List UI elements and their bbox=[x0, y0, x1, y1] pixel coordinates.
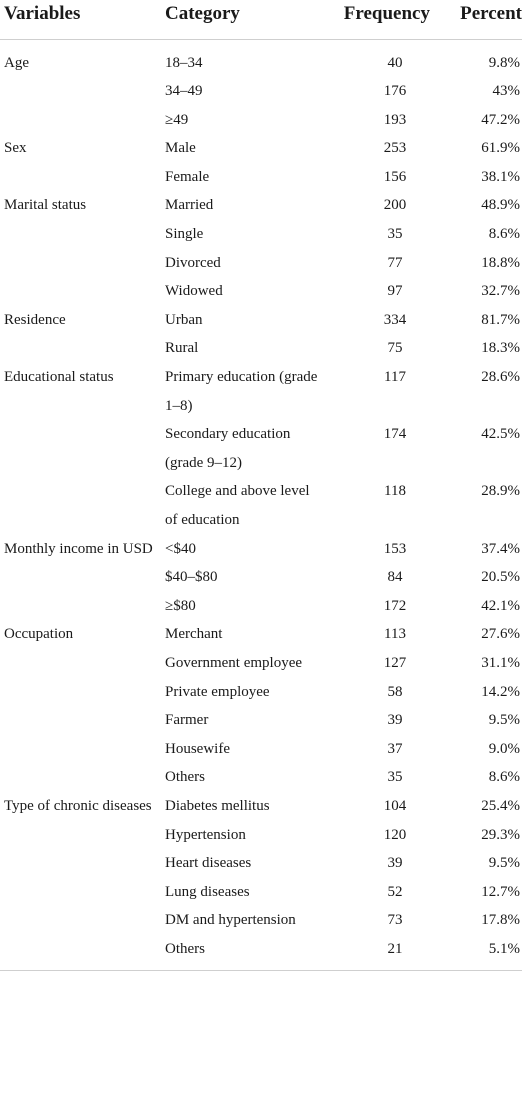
cell-frequency: 39 bbox=[387, 712, 403, 729]
cell-category: Rural bbox=[165, 340, 199, 357]
cell-variable: Occupation bbox=[4, 626, 74, 643]
cell-percent: 12.7% bbox=[481, 883, 520, 900]
cell-percent: 14.2% bbox=[481, 683, 520, 700]
cell-category: Divorced bbox=[165, 254, 221, 271]
cell-variable: Residence bbox=[4, 311, 66, 328]
cell-percent: 43% bbox=[492, 83, 520, 100]
cell-variable bbox=[0, 678, 162, 707]
cell-category: Heart diseases bbox=[165, 855, 252, 872]
table-row bbox=[0, 592, 522, 621]
cell-frequency: 75 bbox=[387, 340, 403, 357]
cell-percent: 25.4% bbox=[481, 797, 520, 814]
table-row bbox=[0, 535, 522, 564]
cell-variable: Type of chronic diseases bbox=[4, 797, 152, 814]
cell-frequency: 172 bbox=[383, 597, 407, 614]
table-row bbox=[0, 620, 522, 649]
cell-percent: 9.5% bbox=[488, 712, 520, 729]
cell-frequency: 334 bbox=[383, 311, 407, 328]
cell-percent: 9.0% bbox=[488, 740, 520, 757]
cell-variable bbox=[0, 249, 162, 278]
table-row bbox=[0, 77, 522, 106]
cell-category: Government employee bbox=[165, 654, 303, 671]
cell-frequency: 113 bbox=[384, 626, 406, 643]
table-row bbox=[0, 306, 522, 335]
cell-variable bbox=[0, 649, 162, 678]
cell-category: ≥49 bbox=[165, 111, 189, 128]
cell-variable bbox=[0, 735, 162, 764]
cell-category: Female bbox=[165, 168, 210, 185]
cell-percent: 28.6% bbox=[481, 369, 520, 386]
cell-variable bbox=[0, 420, 162, 477]
cell-percent: 29.3% bbox=[481, 826, 520, 843]
cell-frequency: 52 bbox=[387, 883, 403, 900]
cell-category: ≥$80 bbox=[165, 597, 196, 614]
cell-variable: Educational status bbox=[4, 369, 114, 386]
table-row bbox=[0, 106, 522, 135]
cell-percent: 8.6% bbox=[488, 769, 520, 786]
cell-category: Farmer bbox=[165, 712, 209, 729]
cell-variable bbox=[0, 763, 162, 792]
cell-frequency: 58 bbox=[387, 683, 403, 700]
cell-frequency: 193 bbox=[383, 111, 407, 128]
cell-percent: 37.4% bbox=[481, 540, 520, 557]
table-row bbox=[0, 649, 522, 678]
cell-percent: 18.3% bbox=[481, 340, 520, 357]
table-row bbox=[0, 678, 522, 707]
cell-category: 18–34 bbox=[165, 54, 203, 71]
cell-percent: 17.8% bbox=[481, 912, 520, 929]
cell-category: Hypertension bbox=[165, 826, 246, 843]
cell-percent: 18.8% bbox=[481, 254, 520, 271]
cell-frequency: 104 bbox=[383, 797, 407, 814]
cell-frequency: 21 bbox=[387, 940, 403, 957]
cell-percent: 31.1% bbox=[481, 654, 520, 671]
cell-variable bbox=[0, 878, 162, 907]
cell-percent: 81.7% bbox=[481, 311, 520, 328]
cell-variable bbox=[0, 849, 162, 878]
table-row bbox=[0, 792, 522, 821]
table-footer-rule bbox=[0, 970, 522, 972]
cell-variable: Monthly income in USD bbox=[4, 540, 153, 557]
cell-category: Male bbox=[165, 140, 196, 157]
cell-frequency: 253 bbox=[383, 140, 407, 157]
cell-frequency: 77 bbox=[387, 254, 403, 271]
cell-category: <$40 bbox=[165, 540, 196, 557]
table-body bbox=[0, 39, 522, 970]
table-header bbox=[0, 0, 522, 39]
header-percent: Percent bbox=[434, 0, 522, 39]
cell-category: 34–49 bbox=[165, 83, 203, 100]
cell-frequency: 84 bbox=[387, 569, 403, 586]
cell-variable bbox=[0, 334, 162, 363]
table-row bbox=[0, 249, 522, 278]
header-frequency: Frequency bbox=[324, 0, 434, 39]
cell-frequency: 174 bbox=[383, 426, 407, 443]
table-row bbox=[0, 39, 522, 77]
cell-variable bbox=[0, 277, 162, 306]
cell-percent: 5.1% bbox=[488, 940, 520, 957]
cell-variable bbox=[0, 477, 162, 534]
table-row bbox=[0, 821, 522, 850]
table-row bbox=[0, 163, 522, 192]
cell-variable bbox=[0, 563, 162, 592]
cell-percent: 48.9% bbox=[481, 197, 520, 214]
cell-percent: 20.5% bbox=[481, 569, 520, 586]
cell-category: College and above level of education bbox=[165, 483, 310, 528]
cell-category: $40–$80 bbox=[165, 569, 218, 586]
cell-frequency: 127 bbox=[383, 654, 407, 671]
cell-variable bbox=[0, 906, 162, 935]
table-row bbox=[0, 935, 522, 970]
cell-percent: 27.6% bbox=[481, 626, 520, 643]
table-row bbox=[0, 849, 522, 878]
cell-category: Secondary education (grade 9–12) bbox=[165, 426, 291, 471]
table-row bbox=[0, 563, 522, 592]
cell-category: Others bbox=[165, 769, 205, 786]
cell-frequency: 35 bbox=[387, 769, 403, 786]
cell-category: Housewife bbox=[165, 740, 230, 757]
cell-frequency: 118 bbox=[384, 483, 406, 500]
cell-frequency: 73 bbox=[387, 912, 403, 929]
cell-category: Single bbox=[165, 226, 204, 243]
cell-category: Widowed bbox=[165, 283, 223, 300]
cell-percent: 32.7% bbox=[481, 283, 520, 300]
cell-category: DM and hypertension bbox=[165, 912, 296, 929]
cell-category: Diabetes mellitus bbox=[165, 797, 270, 814]
cell-variable: Marital status bbox=[4, 197, 87, 214]
cell-percent: 42.1% bbox=[481, 597, 520, 614]
table-row bbox=[0, 277, 522, 306]
table-row bbox=[0, 906, 522, 935]
table-row bbox=[0, 220, 522, 249]
cell-category: Urban bbox=[165, 311, 203, 328]
cell-frequency: 153 bbox=[383, 540, 407, 557]
cell-frequency: 37 bbox=[387, 740, 403, 757]
cell-variable: Age bbox=[4, 54, 29, 71]
table-row bbox=[0, 706, 522, 735]
cell-category: Lung diseases bbox=[165, 883, 250, 900]
cell-frequency: 120 bbox=[383, 826, 407, 843]
cell-category: Married bbox=[165, 197, 214, 214]
cell-percent: 38.1% bbox=[481, 168, 520, 185]
cell-percent: 61.9% bbox=[481, 140, 520, 157]
cell-category: Primary education (grade 1–8) bbox=[165, 369, 318, 414]
cell-frequency: 117 bbox=[384, 369, 406, 386]
header-variables: Variables bbox=[0, 0, 162, 39]
cell-percent: 42.5% bbox=[481, 426, 520, 443]
table-row bbox=[0, 134, 522, 163]
table-row bbox=[0, 420, 522, 477]
cell-variable bbox=[0, 163, 162, 192]
cell-percent: 9.5% bbox=[488, 855, 520, 872]
cell-variable bbox=[0, 106, 162, 135]
cell-frequency: 200 bbox=[383, 197, 407, 214]
table-row bbox=[0, 334, 522, 363]
cell-variable bbox=[0, 706, 162, 735]
header-row bbox=[0, 0, 522, 39]
cell-category: Private employee bbox=[165, 683, 270, 700]
cell-variable bbox=[0, 220, 162, 249]
cell-category: Others bbox=[165, 940, 205, 957]
cell-frequency: 97 bbox=[387, 283, 403, 300]
bottom-rule bbox=[0, 970, 522, 972]
cell-frequency: 40 bbox=[387, 54, 403, 71]
cell-variable: Sex bbox=[4, 140, 27, 157]
cell-variable bbox=[0, 935, 162, 970]
cell-percent: 47.2% bbox=[481, 111, 520, 128]
header-category: Category bbox=[162, 0, 324, 39]
table-row bbox=[0, 763, 522, 792]
table-row bbox=[0, 477, 522, 534]
cell-variable bbox=[0, 821, 162, 850]
cell-category: Merchant bbox=[165, 626, 223, 643]
cell-frequency: 35 bbox=[387, 226, 403, 243]
cell-variable bbox=[0, 592, 162, 621]
table-row bbox=[0, 735, 522, 764]
cell-variable bbox=[0, 77, 162, 106]
cell-frequency: 156 bbox=[383, 168, 407, 185]
cell-percent: 8.6% bbox=[488, 226, 520, 243]
cell-percent: 9.8% bbox=[488, 54, 520, 71]
cell-percent: 28.9% bbox=[481, 483, 520, 500]
table-row bbox=[0, 878, 522, 907]
cell-frequency: 176 bbox=[383, 83, 407, 100]
table-row bbox=[0, 191, 522, 220]
cell-frequency: 39 bbox=[387, 855, 403, 872]
table-row bbox=[0, 363, 522, 420]
